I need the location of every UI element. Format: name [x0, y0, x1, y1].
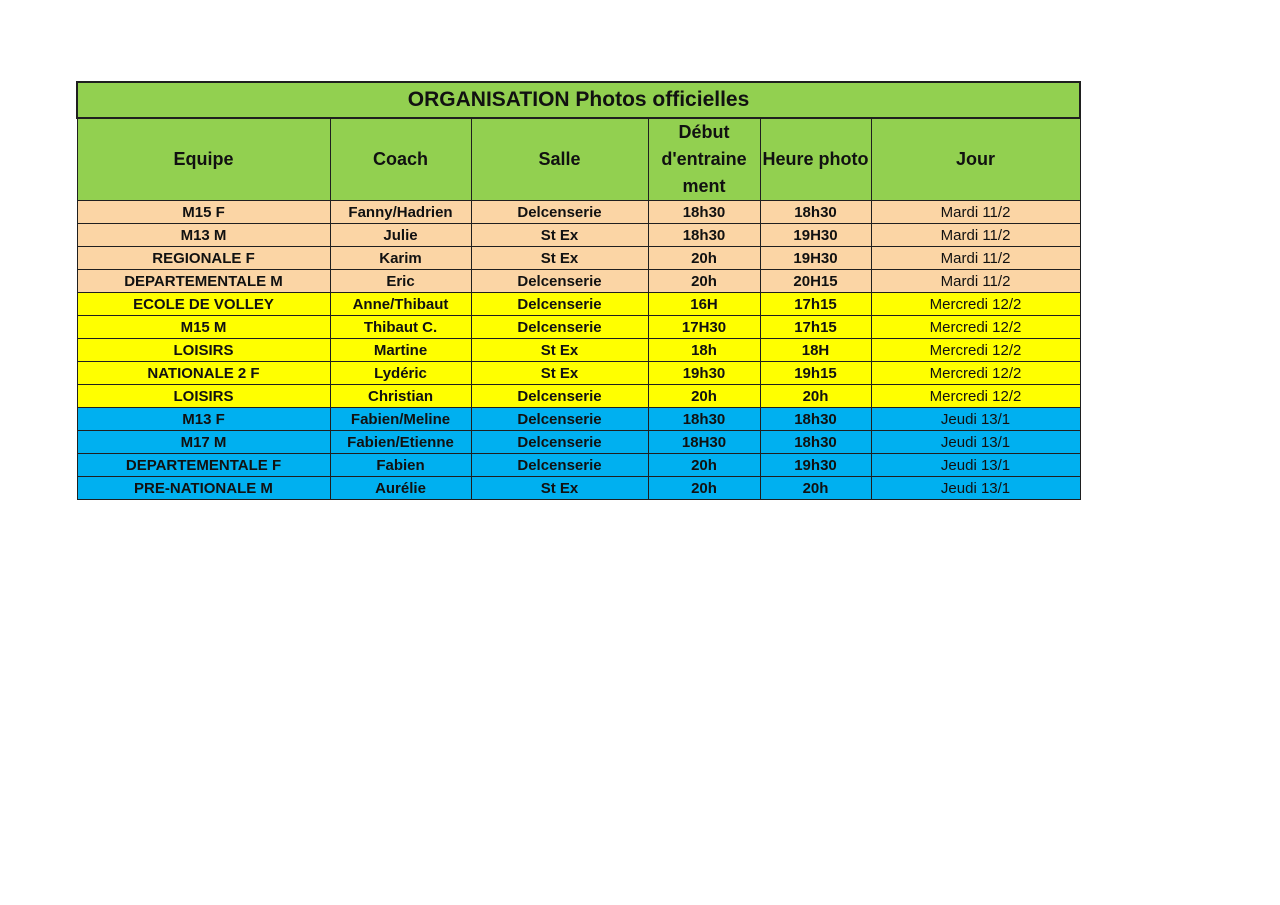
cell-equipe: ECOLE DE VOLLEY	[77, 293, 330, 316]
cell-equipe: M15 F	[77, 201, 330, 224]
cell-salle: St Ex	[471, 224, 648, 247]
cell-debut: 18h30	[648, 224, 760, 247]
cell-heure: 20H15	[760, 270, 871, 293]
cell-salle: St Ex	[471, 247, 648, 270]
cell-jour: Mardi 11/2	[871, 270, 1080, 293]
title-row	[77, 82, 1080, 118]
cell-debut: 17H30	[648, 316, 760, 339]
table-row	[77, 247, 1080, 270]
cell-equipe: M15 M	[77, 316, 330, 339]
cell-coach: Julie	[330, 224, 471, 247]
header-coach: Coach	[330, 118, 471, 201]
cell-coach: Lydéric	[330, 362, 471, 385]
cell-jour: Mardi 11/2	[871, 224, 1080, 247]
cell-jour: Mercredi 12/2	[871, 385, 1080, 408]
cell-salle: St Ex	[471, 362, 648, 385]
table-row	[77, 362, 1080, 385]
cell-coach: Christian	[330, 385, 471, 408]
table-row	[77, 224, 1080, 247]
cell-heure: 19h30	[760, 454, 871, 477]
cell-salle: Delcenserie	[471, 408, 648, 431]
header-debut: Début d'entraine ment	[648, 118, 760, 201]
cell-coach: Anne/Thibaut	[330, 293, 471, 316]
header-row	[77, 118, 1080, 201]
cell-heure: 18h30	[760, 431, 871, 454]
cell-debut: 20h	[648, 454, 760, 477]
cell-salle: Delcenserie	[471, 385, 648, 408]
cell-salle: Delcenserie	[471, 316, 648, 339]
cell-coach: Karim	[330, 247, 471, 270]
table-row	[77, 270, 1080, 293]
cell-salle: Delcenserie	[471, 201, 648, 224]
cell-debut: 18h30	[648, 201, 760, 224]
cell-jour: Mardi 11/2	[871, 201, 1080, 224]
cell-salle: Delcenserie	[471, 293, 648, 316]
cell-jour: Jeudi 13/1	[871, 408, 1080, 431]
cell-equipe: DEPARTEMENTALE F	[77, 454, 330, 477]
cell-equipe: LOISIRS	[77, 339, 330, 362]
table-row	[77, 431, 1080, 454]
header-jour: Jour	[871, 118, 1080, 201]
table-row	[77, 316, 1080, 339]
cell-debut: 20h	[648, 385, 760, 408]
cell-jour: Mardi 11/2	[871, 247, 1080, 270]
cell-equipe: REGIONALE F	[77, 247, 330, 270]
cell-debut: 19h30	[648, 362, 760, 385]
cell-equipe: DEPARTEMENTALE M	[77, 270, 330, 293]
cell-salle: Delcenserie	[471, 454, 648, 477]
table-title: ORGANISATION Photos officielles	[77, 82, 1080, 118]
cell-debut: 18H30	[648, 431, 760, 454]
cell-heure: 20h	[760, 385, 871, 408]
cell-coach: Thibaut C.	[330, 316, 471, 339]
table-row	[77, 339, 1080, 362]
cell-heure: 18H	[760, 339, 871, 362]
cell-debut: 20h	[648, 477, 760, 500]
cell-heure: 18h30	[760, 201, 871, 224]
cell-salle: St Ex	[471, 477, 648, 500]
cell-equipe: M17 M	[77, 431, 330, 454]
cell-coach: Fabien/Etienne	[330, 431, 471, 454]
cell-equipe: PRE-NATIONALE M	[77, 477, 330, 500]
cell-heure: 19H30	[760, 247, 871, 270]
cell-heure: 20h	[760, 477, 871, 500]
cell-jour: Mercredi 12/2	[871, 339, 1080, 362]
header-heure: Heure photo	[760, 118, 871, 201]
cell-jour: Mercredi 12/2	[871, 316, 1080, 339]
cell-coach: Martine	[330, 339, 471, 362]
cell-equipe: M13 F	[77, 408, 330, 431]
cell-heure: 17h15	[760, 316, 871, 339]
table-row	[77, 293, 1080, 316]
table-row	[77, 201, 1080, 224]
cell-equipe: NATIONALE 2 F	[77, 362, 330, 385]
header-salle: Salle	[471, 118, 648, 201]
table-row	[77, 408, 1080, 431]
schedule-table	[76, 81, 1081, 500]
cell-heure: 19h15	[760, 362, 871, 385]
cell-heure: 17h15	[760, 293, 871, 316]
cell-salle: Delcenserie	[471, 431, 648, 454]
cell-jour: Mercredi 12/2	[871, 362, 1080, 385]
cell-debut: 18h30	[648, 408, 760, 431]
cell-salle: St Ex	[471, 339, 648, 362]
table-row	[77, 385, 1080, 408]
cell-debut: 16H	[648, 293, 760, 316]
cell-jour: Jeudi 13/1	[871, 477, 1080, 500]
cell-jour: Jeudi 13/1	[871, 454, 1080, 477]
cell-coach: Aurélie	[330, 477, 471, 500]
cell-equipe: M13 M	[77, 224, 330, 247]
cell-coach: Eric	[330, 270, 471, 293]
cell-coach: Fanny/Hadrien	[330, 201, 471, 224]
cell-heure: 19H30	[760, 224, 871, 247]
cell-debut: 20h	[648, 270, 760, 293]
table-row	[77, 477, 1080, 500]
table-body	[77, 201, 1080, 500]
cell-jour: Jeudi 13/1	[871, 431, 1080, 454]
cell-coach: Fabien/Meline	[330, 408, 471, 431]
cell-jour: Mercredi 12/2	[871, 293, 1080, 316]
cell-heure: 18h30	[760, 408, 871, 431]
table-row	[77, 454, 1080, 477]
cell-equipe: LOISIRS	[77, 385, 330, 408]
cell-debut: 20h	[648, 247, 760, 270]
cell-debut: 18h	[648, 339, 760, 362]
cell-coach: Fabien	[330, 454, 471, 477]
cell-salle: Delcenserie	[471, 270, 648, 293]
header-equipe: Equipe	[77, 118, 330, 201]
